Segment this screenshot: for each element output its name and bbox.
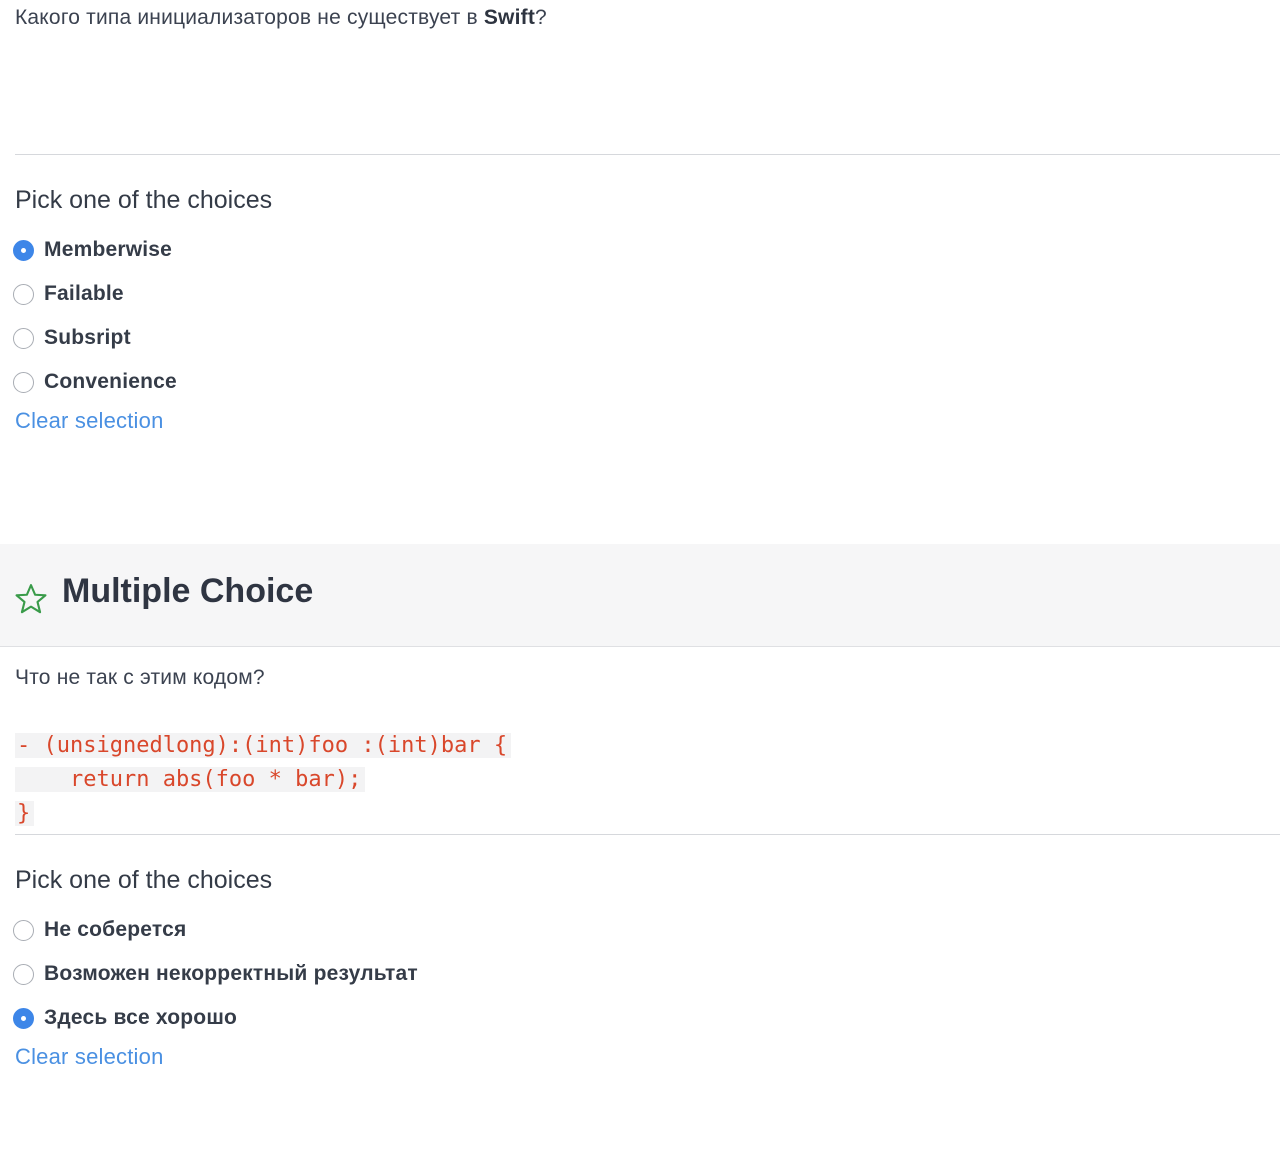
choice-label: Subsript — [44, 326, 131, 349]
question-2-choice[interactable] — [13, 917, 186, 943]
question-1-choice[interactable] — [13, 325, 131, 351]
radio-button[interactable] — [13, 284, 34, 305]
question-1-prompt-bold: Swift — [483, 6, 536, 29]
code-line — [15, 797, 511, 831]
choice-label: Не соберется — [44, 918, 187, 941]
star-outline-icon[interactable] — [14, 582, 48, 616]
section-header — [0, 544, 1280, 647]
question-2-clear-selection-link[interactable]: Clear selection — [15, 1044, 164, 1069]
question-2-choice[interactable] — [13, 961, 418, 987]
question-2-prompt: Что не так с этим кодом? — [15, 666, 265, 689]
code-block — [15, 729, 511, 831]
choice-label: Возможен некорректный результат — [44, 962, 418, 985]
question-1-prompt — [15, 6, 547, 30]
choice-label: Memberwise — [44, 238, 173, 261]
radio-button[interactable] — [13, 240, 34, 261]
code-line-text: } — [15, 801, 34, 826]
question-1-choice[interactable] — [13, 281, 124, 307]
radio-button[interactable] — [13, 964, 34, 985]
radio-button[interactable] — [13, 372, 34, 393]
code-line — [15, 729, 511, 763]
code-line-text: return abs(foo * bar); — [15, 767, 365, 792]
code-line-text: - (unsignedlong):(int)foo :(int)bar { — [15, 733, 511, 758]
question-1-choice[interactable] — [13, 369, 177, 395]
question-2-pick-label: Pick one of the choices — [15, 866, 273, 894]
question-2-choice[interactable] — [13, 1005, 237, 1031]
question-1-prompt-end: ? — [535, 6, 547, 29]
choice-label: Failable — [44, 282, 124, 305]
section-title: Multiple Choice — [62, 572, 314, 610]
question-1-prompt-text: Какого типа инициализаторов не существует в — [15, 6, 484, 29]
choice-label: Convenience — [44, 370, 177, 393]
question-1-clear-selection-link[interactable]: Clear selection — [15, 408, 164, 433]
question-1-choice[interactable] — [13, 237, 172, 263]
radio-button[interactable] — [13, 1008, 34, 1029]
radio-button[interactable] — [13, 920, 34, 941]
choice-label: Здесь все хорошо — [44, 1006, 238, 1029]
radio-button[interactable] — [13, 328, 34, 349]
divider — [15, 834, 1280, 835]
divider — [15, 154, 1280, 155]
question-1-pick-label: Pick one of the choices — [15, 186, 273, 214]
code-line — [15, 763, 511, 797]
